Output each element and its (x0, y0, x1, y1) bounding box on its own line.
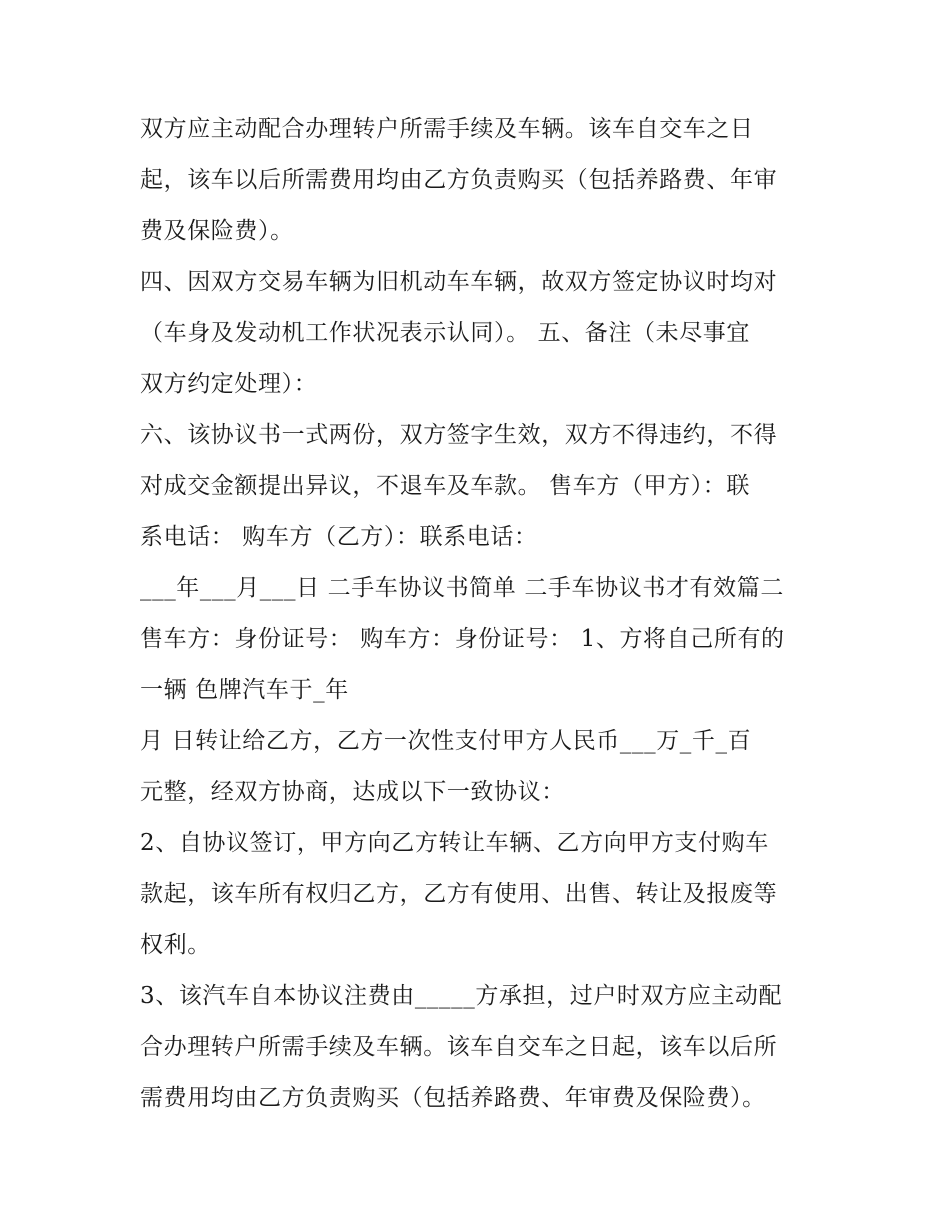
text-line: 3、该汽车自本协议注费由_____方承担，过户时双方应主动配 (140, 983, 783, 1009)
text-line: 六、该协议书一式两份，双方签字生效，双方不得违约，不得 (140, 422, 778, 448)
text-line: 2、自协议签订，甲方向乙方转让车辆、乙方向甲方支付购车 (140, 830, 769, 856)
text-line: （车身及发动机工作状况表示认同）。 五、备注（未尽事宜 (140, 320, 751, 346)
text-line: 权利。 (140, 932, 211, 958)
document-body (140, 104, 840, 1124)
text-line: 费及保险费）。 (140, 218, 294, 244)
text-line: 需费用均由乙方负责购买（包括养路费、年审费及保险费）。 (140, 1085, 766, 1111)
text-line: 合办理转户所需手续及车辆。该车自交车之日起，该车以后所 (140, 1034, 778, 1060)
text-line: 四、因双方交易车辆为旧机动车车辆，故双方签定协议时均对 (140, 269, 778, 295)
text-line: 月 日转让给乙方，乙方一次性支付甲方人民币___万_千_百 (140, 728, 752, 754)
text-line: 款起，该车所有权归乙方，乙方有使用、出售、转让及报废等 (140, 881, 778, 907)
text-line: ___年___月___日 二手车协议书简单 二手车协议书才有效篇二 (140, 575, 784, 601)
text-line: 起，该车以后所需费用均由乙方负责购买（包括养路费、年审 (140, 167, 778, 193)
text-line: 元整，经双方协商，达成以下一致协议： (140, 779, 565, 805)
text-line: 双方应主动配合办理转户所需手续及车辆。该车自交车之日 (140, 116, 754, 142)
text-line: 系电话： 购车方（乙方）：联系电话： (140, 524, 538, 550)
text-line: 一辆 色牌汽车于_年 (140, 677, 349, 703)
text-line: 售车方：身份证号： 购车方：身份证号： 1、方将自己所有的 (140, 626, 785, 652)
text-line: 对成交金额提出异议，不退车及车款。 售车方（甲方）：联 (140, 473, 751, 499)
text-line: 双方约定处理）： (140, 371, 318, 397)
